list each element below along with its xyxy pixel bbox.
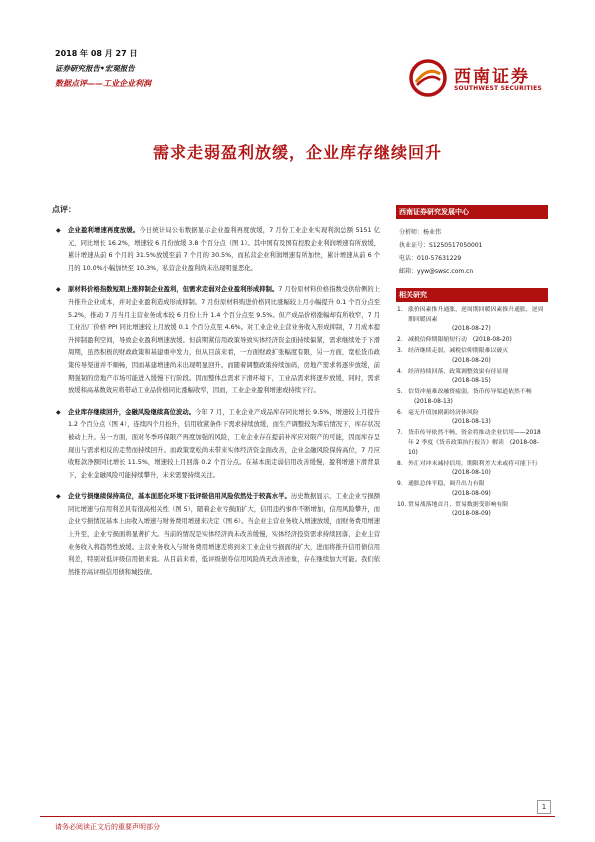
related-item[interactable]: 8. 外汇对冲未减持信用，期限利差大来或将可能下行 (2018-08-10) [397, 460, 538, 477]
point-lead: 企业库存继续回升，金融风险继续高位波动。 [68, 408, 196, 416]
sidebar [396, 205, 548, 521]
bullet-icon: ◆ [56, 227, 61, 234]
bullet-icon: ◆ [56, 286, 61, 294]
point-item [56, 491, 381, 579]
report-date: 2018 年 08 月 27 日 [55, 49, 138, 58]
logo-name-cn: 西南证券 [454, 67, 530, 87]
report-subtitle: 数据点评——工业企业利润 [55, 79, 151, 88]
related-item[interactable]: 1. 涨价因素推升通胀，逆周期回暖因素推升通胀，逆周期回暖因素 (2018-08-27) [397, 307, 544, 333]
page-number: 1 [537, 800, 551, 814]
company-logo [408, 58, 558, 100]
report-meta [55, 46, 151, 91]
related-heading: 相关研究 [396, 288, 548, 302]
analyst-name-row: 分析师：杨业伟 [399, 229, 442, 236]
report-kind: 证券研究报告•宏观报告 [55, 64, 135, 73]
related-list [396, 302, 548, 520]
analyst-heading: 西南证券研究发展中心 [396, 205, 548, 219]
bullet-icon: ◆ [56, 493, 61, 501]
footer-disclaimer: 请务必阅读正文后的重要声明部分 [55, 823, 160, 831]
related-item[interactable]: 9. 通胀总体平稳，调升出力有限 (2018-08-09) [397, 481, 491, 497]
point-body: 历史数据显示，工业企业亏损额同比增速与信用利差具有很高相关性（图 5），随着企业亏损面扩大，信用违约事件不断增加，信用风险攀升，而企业亏损情况基本上由收入增速与财务费用增速来决定（图 6）。当企业主营业务收入增速放缓，而财务费用增速上升至，企业亏损面将显著扩大。当前的情况是实体经济尚未改善缓慢，实体经济投资需求持续回落，企业主营业务收入将趋势性放缓。主营业务收入与财务费用增速差将到来工业企业亏损面的扩大，进而将推升信用债信用利差，特别对低评级信用债来说。从目前来看，低评级债券信用风险尚无改善迹象，存在继续加大可能。我们依然推荐高评级信用债和城投债。 [68, 493, 381, 576]
point-item [56, 225, 381, 275]
related-item[interactable]: 3. 经济继续走弱，减税信仰期限难以破灭 (2018-08-20) [397, 348, 509, 364]
related-item[interactable]: 7. 货币传导依然不畅，资金将推动企业信用——2018 年 2 季度《货币政策执行报告》解读 (2018-08-10) [397, 430, 541, 456]
point-lead: 企业盈利增速再度放缓。 [68, 227, 140, 234]
related-item[interactable]: 10. 贸易战落地首月，贸易数据受影响有限 (2018-08-09) [397, 501, 509, 518]
analyst-email-row: 邮箱：yyw@swsc.com.cn [399, 268, 474, 275]
logo-name-en: SOUTHWEST SECURITIES [454, 85, 542, 92]
point-item [56, 407, 380, 483]
point-body: 今日统计局公布数据显示企业盈利再度放缓，7 月份工业企业实现利润总额 5151 亿元，同比增长 16.2%，增速较 6 月份放缓 3.8 个百分点（图 1）。其中国有及国有控股企业利润增速有所放缓，累计增速从前 6 个月的 31.5%放缓至前 7 个月的 30.5%，而私营企业利润增速有所加快，累计增速从前 6 个月的 10.0%小幅加快至 10.3%，私营企业盈利尚未出现明显恶化。 [68, 227, 381, 272]
related-item[interactable]: 4. 经济持续回落，政策调整效果有待显现 (2018-08-15) [397, 368, 509, 385]
logo-mark-icon [408, 58, 448, 98]
footer-divider [40, 816, 555, 817]
page-title: 需求走弱盈利放缓，企业库存继续回升 [152, 143, 442, 162]
related-item[interactable]: 6. 毫无升值加剧新经济体风险 (2018-08-13) [397, 409, 491, 426]
related-item[interactable]: 2. 减税信仰期限缩短行动 (2018-08-20) [397, 337, 512, 344]
point-lead: 原材料价格指数短期上涨抑制企业盈利，但需求走弱对企业盈利形成抑制。 [68, 286, 279, 294]
point-body: 今年 7 月，工业企业产成品库存同比增长 9.5%，增速较上月提升 1.2 个百分点（图 4），连续四个月抬升，信用收紧条件下需求持续放缓，而生产调整较为滞后情况下，库存状况被动上升。另一方面，面对冬季环保限产再度加强的风险，工业企业存在提前补库应对限产的可能，因而库存呈现出与需求相反的走势而持续回升。而政策宽松尚未带来实体经济资金面改善，企业金融风险保持高位，7 月应收账款净额同比增长 11.5%，增速较上月回落 0.2 个百分点。在基本面走弱信用改善缓慢，盈利增速下滑背景下，企业金融风险可能持续攀升，未来需要持续关注。 [68, 408, 380, 479]
related-item[interactable]: 5. 信贷冲量难改融资疲弱，货币传导渠道依然不畅(2018-08-13) [397, 389, 532, 405]
point-item [56, 284, 381, 397]
point-lead: 企业亏损继续保持高位，基本面恶化环境下低评级信用风险依然处于较高水平。 [68, 493, 291, 501]
bullet-icon: ◆ [56, 408, 61, 416]
analyst-license-row: 执业证号：S1250517050001 [399, 242, 483, 249]
analyst-phone-row: 电话：010-57631229 [399, 255, 462, 262]
analyst-email-link[interactable]: yyw@swsc.com.cn [417, 268, 474, 275]
point-body: 7 月份原材料价格指数受供给侧的上升推升企业成本，并对企业盈利造成形成抑制。7 月份原材料购进价格同比涨幅较上月小幅提升 0.1 个百分点至 5.2%，推动 7 月当月主营业务成本较 6 月份上升 1.4 个百分点至 9.5%。但产成品价格涨幅却有所收窄，7 月工业出厂价格 PPI 同比增速较上月放缓 0.1 个百分点至 4.6%。对工业企业主营业务收入形成抑制，7 月成本提升抑制盈利空间，导致企业盈利增速放缓。但前期紧信用政策导致实体经济资金面持续偏紧，需求继续处于下滑周期，虽然积极的财政政策和基建重申发力，但从目前来看，一方面财政扩张幅度有限，另一方面，宽松货币政策传导渠道并不顺畅，因而基建增速尚未出现明显回升。而随着调整政策持续加码，房地产需求将逐步放缓，前期强韧的房地产市场可能进入缓慢下行阶段。因而整体总需求下滑环境下，工业品需求将逐步放缓，同时，需求放缓和高基数效应将带动工业品价格同比涨幅收窄，因而，工业企业盈利增速或持续下行。 [68, 286, 381, 395]
analyst-info [396, 219, 548, 278]
commentary-section [52, 204, 381, 588]
points-heading: 点评： [52, 205, 76, 214]
